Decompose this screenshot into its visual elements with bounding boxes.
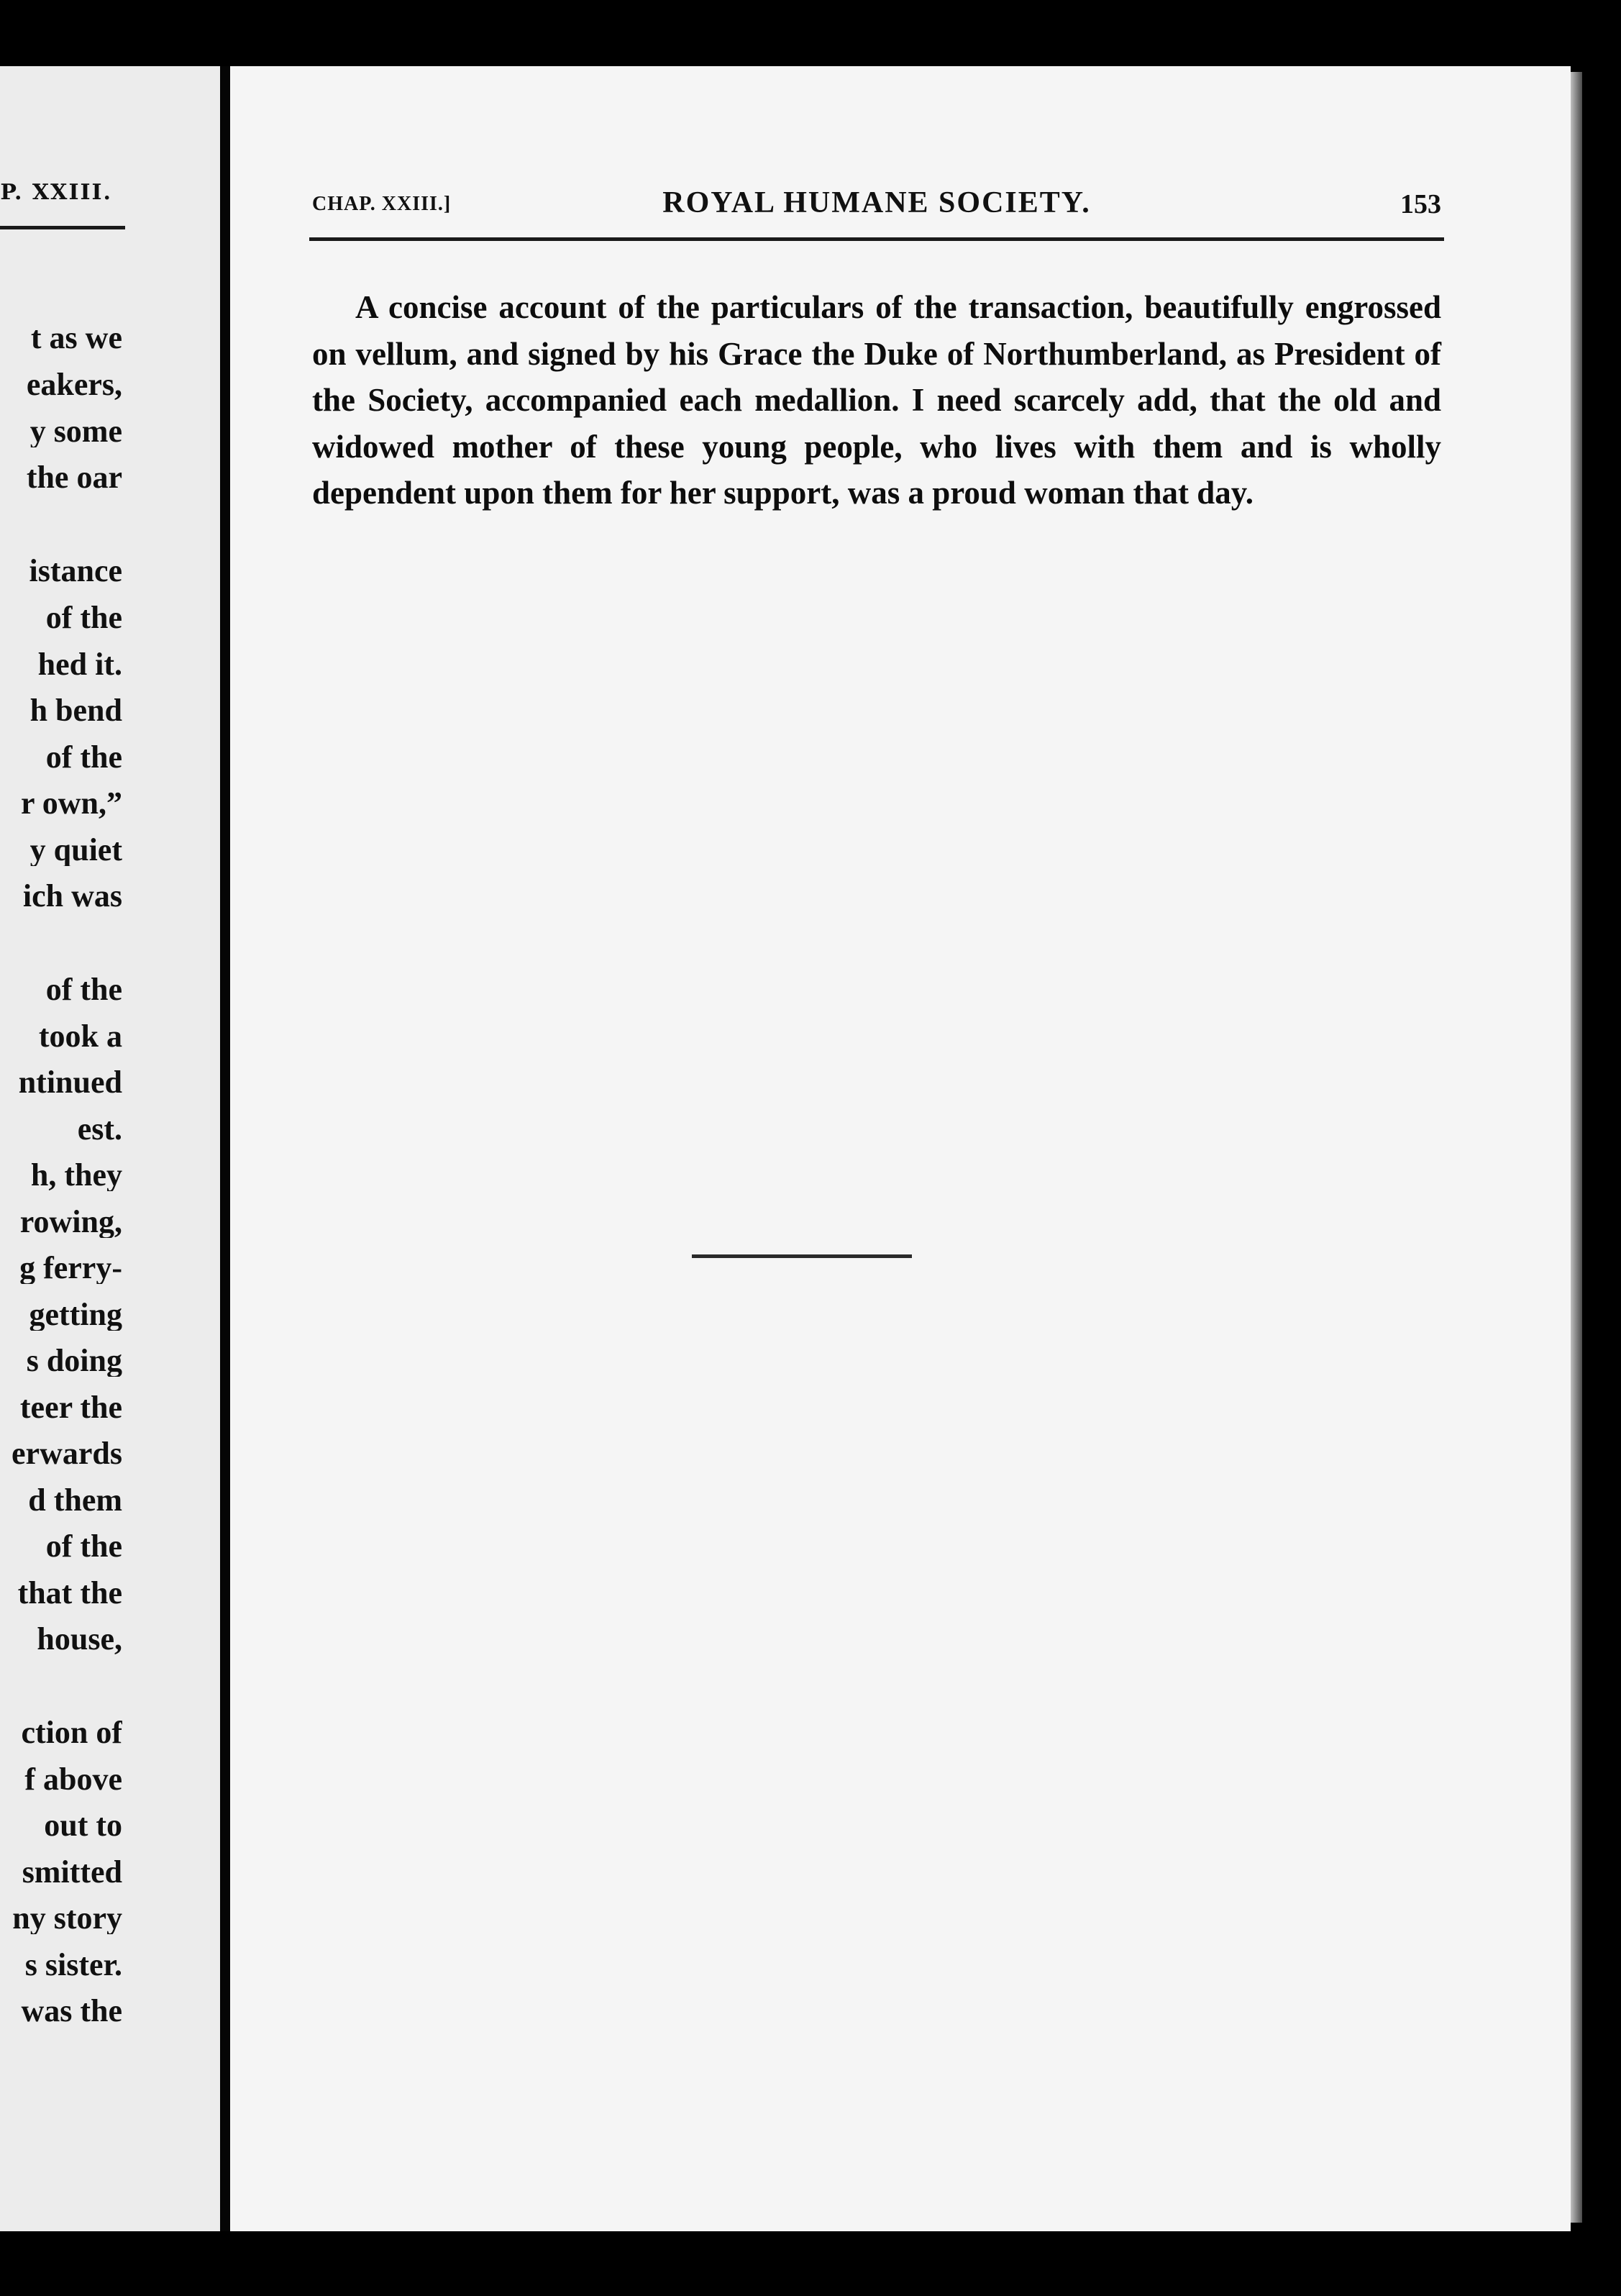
left-text-line: ction of <box>21 1717 122 1749</box>
left-header-rule <box>0 226 125 229</box>
left-text-line: g ferry- <box>19 1252 122 1284</box>
left-text-line: r own,” <box>21 788 122 819</box>
left-text-line: ntinued <box>18 1067 122 1098</box>
left-text-line: rowing, <box>19 1206 122 1238</box>
left-text-line: that the <box>17 1577 122 1609</box>
left-text-line: erwards <box>12 1438 122 1470</box>
body-paragraph: A concise account of the particulars of the transaction, beautifully engrossed on vellum, and signed by his Grace the Duke of Northumberland, as President of the Society, accompanied each medallion. I need scarcely add, that the old and widowed mother of these young people, who lives with them and is wholly dependent upon them for her support, was a proud woman that day. <box>312 289 1441 511</box>
header-rule <box>309 237 1444 241</box>
left-text-line: getting <box>29 1299 122 1331</box>
running-head <box>312 186 1441 229</box>
left-text-line: ich was <box>22 880 122 912</box>
left-text-line: house, <box>37 1623 122 1655</box>
left-text-line: est. <box>77 1113 122 1145</box>
right-page <box>230 66 1571 2231</box>
chapter-label: CHAP. XXIII.] <box>312 193 452 215</box>
left-text-line: of the <box>45 602 122 634</box>
left-chapter-label: P. XXIII. <box>0 180 112 205</box>
left-text-line: y quiet <box>29 834 122 866</box>
left-text-line: the oar <box>26 462 122 493</box>
section-end-rule <box>692 1254 912 1258</box>
left-text-line: s doing <box>26 1345 122 1377</box>
left-text-line: h, they <box>30 1160 122 1191</box>
left-text-line: out to <box>44 1810 122 1841</box>
left-text-line: h bend <box>29 695 122 726</box>
left-text-line: of the <box>45 1531 122 1562</box>
book-gutter <box>220 66 230 2231</box>
left-text-line: istance <box>29 555 122 587</box>
left-text-line: teer the <box>19 1392 122 1423</box>
left-text-line: y some <box>29 416 122 447</box>
page-number: 153 <box>1400 189 1441 219</box>
left-text-line: hed it. <box>37 649 122 680</box>
left-text-line: t as we <box>30 322 122 354</box>
left-page <box>0 66 220 2231</box>
left-text-line: smitted <box>22 1857 122 1888</box>
page-edge <box>1571 72 1582 2223</box>
left-text-line: eakers, <box>26 369 122 401</box>
left-text-line: ny story <box>12 1903 122 1934</box>
left-text-line: d them <box>28 1485 122 1516</box>
left-text-line: s sister. <box>24 1949 122 1981</box>
left-text-line: of the <box>45 974 122 1006</box>
left-text-line: took a <box>38 1021 122 1052</box>
running-title: ROYAL HUMANE SOCIETY. <box>662 186 1091 219</box>
left-text-line: f above <box>24 1764 122 1795</box>
left-text-line: of the <box>45 742 122 773</box>
left-text-line: was the <box>21 1995 122 2027</box>
